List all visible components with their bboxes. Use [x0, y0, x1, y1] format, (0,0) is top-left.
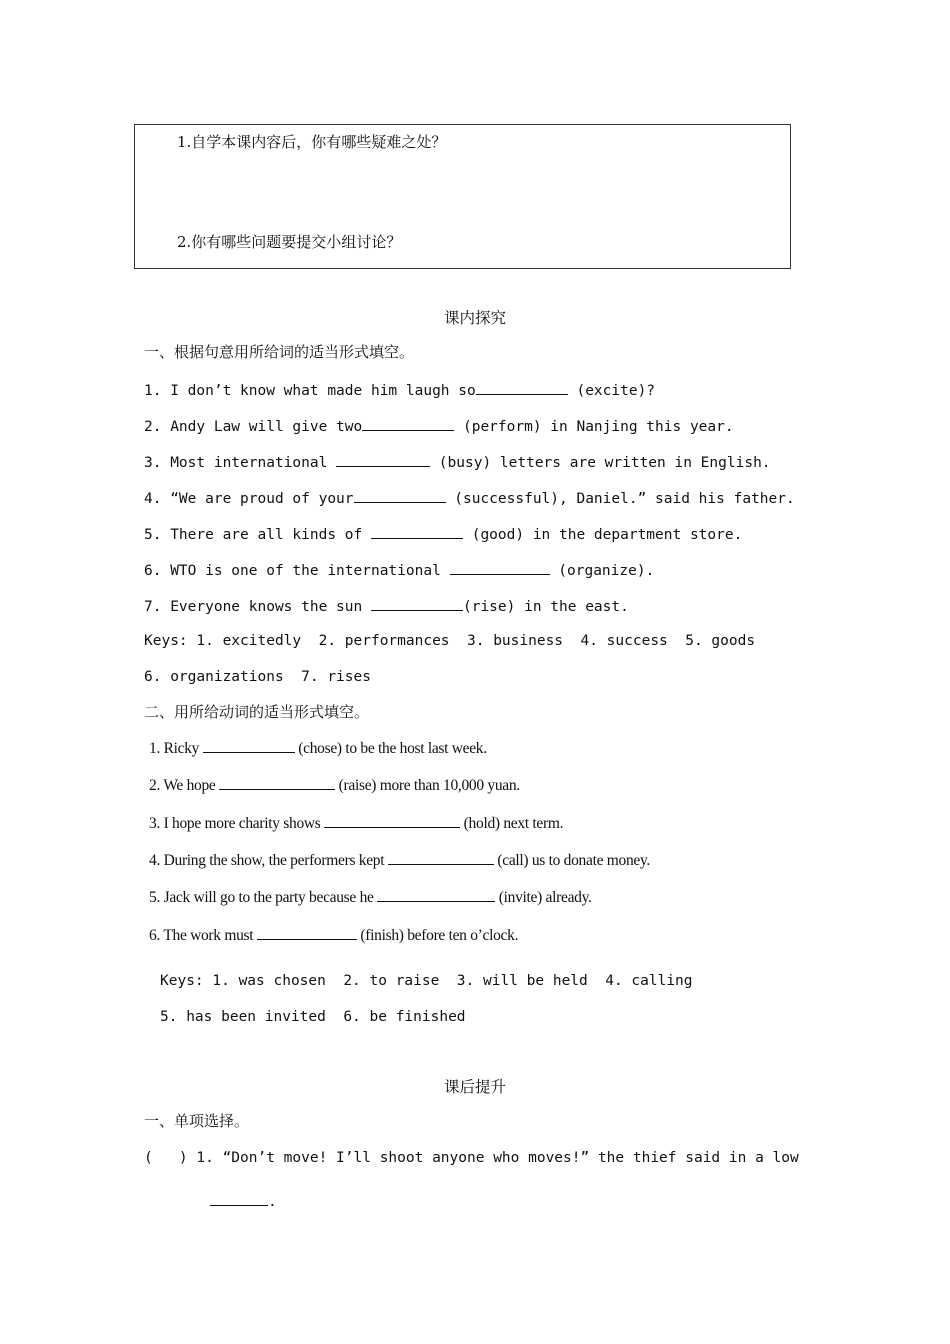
- part1-keys-line-2: 6. organizations 7. rises: [144, 669, 371, 685]
- part2-keys-line-1: Keys: 1. was chosen 2. to raise 3. will be held 4. calling: [160, 973, 693, 989]
- exercise-1-item: 1. I don’t know what made him laugh so (excite)?: [144, 380, 655, 400]
- answer-blank: [257, 925, 357, 940]
- exercise-2-item: 4. During the show, the performers kept (call) us to donate money.: [149, 852, 650, 869]
- answer-blank: [371, 524, 463, 539]
- answer-blank: [371, 596, 463, 611]
- answer-blank: [388, 850, 494, 865]
- multiple-choice-question-1-continuation: .: [210, 1191, 277, 1211]
- part1-keys-line-1: Keys: 1. excitedly 2. performances 3. business 4. success 5. goods: [144, 633, 756, 649]
- answer-blank: [324, 813, 460, 828]
- exercise-2-item: 2. We hope (raise) more than 10,000 yuan.: [149, 777, 520, 794]
- exercise-1-item: 4. “We are proud of your (successful), Daniel.” said his father.: [144, 488, 795, 508]
- answer-blank: [362, 416, 454, 431]
- exercise-2-item: 6. The work must (finish) before ten o’clock.: [149, 927, 519, 944]
- answer-blank: [336, 452, 430, 467]
- part2-keys-line-2: 5. has been invited 6. be finished: [160, 1009, 466, 1025]
- exercise-1-item: 5. There are all kinds of (good) in the department store.: [144, 524, 742, 544]
- answer-blank: [354, 488, 446, 503]
- exercise-1-item: 6. WTO is one of the international (organize).: [144, 560, 654, 580]
- part1-title: 一、根据句意用所给词的适当形式填空。: [144, 343, 415, 361]
- answer-blank: [219, 775, 335, 790]
- exercise-1-item: 7. Everyone knows the sun (rise) in the east.: [144, 596, 629, 616]
- reflection-box: [134, 124, 791, 269]
- answer-blank: [203, 738, 295, 753]
- reflection-question-1: 1.自学本课内容后，你有哪些疑难之处？: [177, 133, 447, 151]
- exercise-2-item: 3. I hope more charity shows (hold) next term.: [149, 815, 564, 832]
- exercise-1-item: 3. Most international (busy) letters are written in English.: [144, 452, 771, 472]
- reflection-question-2: 2.你有哪些问题要提交小组讨论？: [177, 233, 402, 251]
- answer-blank: [210, 1191, 268, 1206]
- exercise-2-item: 5. Jack will go to the party because he (invite) already.: [149, 889, 592, 906]
- after-class-part1-title: 一、单项选择。: [144, 1112, 250, 1130]
- answer-blank: [377, 887, 495, 902]
- exercise-2-item: 1. Ricky (chose) to be the host last week.: [149, 740, 487, 757]
- answer-blank: [450, 560, 550, 575]
- section-heading-after-class: 课后提升: [443, 1078, 506, 1096]
- answer-blank: [476, 380, 568, 395]
- part2-title: 二、用所给动词的适当形式填空。: [144, 703, 370, 721]
- exercise-1-item: 2. Andy Law will give two (perform) in Nanjing this year.: [144, 416, 734, 436]
- multiple-choice-question-1: ( ) 1. “Don’t move! I’ll shoot anyone who moves!” the thief said in a low: [144, 1150, 799, 1166]
- section-heading-in-class: 课内探究: [443, 309, 506, 327]
